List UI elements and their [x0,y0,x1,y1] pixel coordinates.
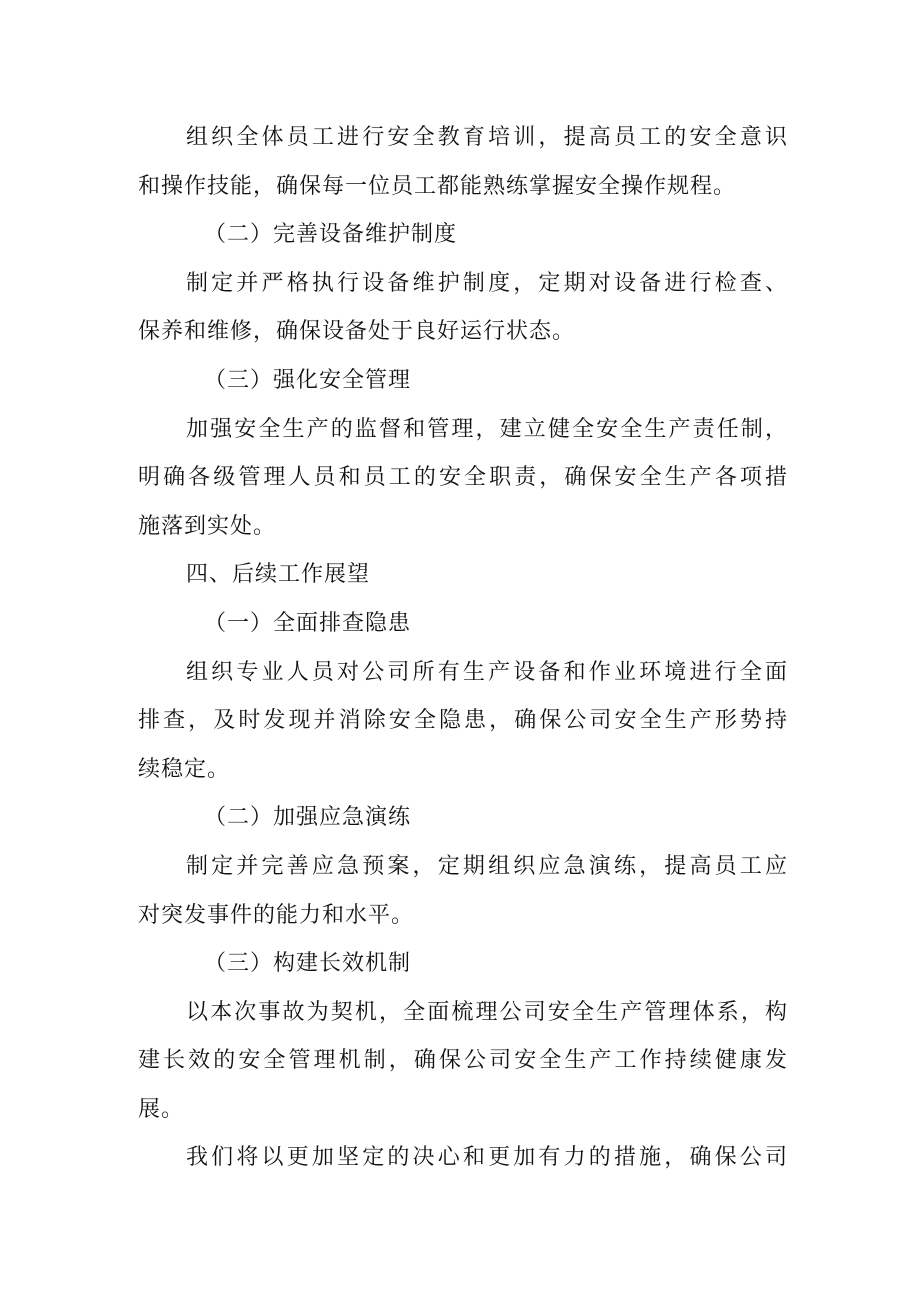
text-line: 续稳定。 [138,756,231,782]
text-line: 和操作技能，确保每一位员工都能熟练掌握安全操作规程。 [138,173,737,199]
text-line: 排查，及时发现并消除安全隐患，确保公司安全生产形势持 [138,708,788,734]
document-body [138,114,788,1183]
text-line: 组织专业人员对公司所有生产设备和作业环境进行全面 [186,659,788,685]
text-line: 明确各级管理人员和员工的安全职责，确保安全生产各项措 [138,465,788,491]
text-line: 制定并完善应急预案，定期组织应急演练，提高员工应 [186,853,788,879]
section-subheading: （一）全面排查隐患 [204,610,412,636]
text-line: 建长效的安全管理机制，确保公司安全生产工作持续健康发 [138,1048,788,1074]
text-line: 制定并严格执行设备维护制度，定期对设备进行检查、 [186,270,788,296]
section-heading: 四、后续工作展望 [186,562,371,588]
section-subheading: （二）完善设备维护制度 [204,222,458,248]
section-subheading: （三）强化安全管理 [204,367,412,393]
section-subheading: （三）构建长效机制 [204,951,412,977]
text-line: 施落到实处。 [138,513,277,539]
section-subheading: （二）加强应急演练 [204,805,412,831]
text-line: 对突发事件的能力和水平。 [138,902,415,928]
text-line: 加强安全生产的监督和管理，建立健全安全生产责任制， [186,416,788,442]
text-line: 以本次事故为契机，全面梳理公司安全生产管理体系，构 [186,999,788,1025]
text-line: 展。 [138,1096,185,1122]
text-line: 保养和维修，确保设备处于良好运行状态。 [138,319,576,345]
text-line: 组织全体员工进行安全教育培训，提高员工的安全意识 [186,125,788,150]
text-line: 我们将以更加坚定的决心和更加有力的措施，确保公司 [186,1145,788,1171]
